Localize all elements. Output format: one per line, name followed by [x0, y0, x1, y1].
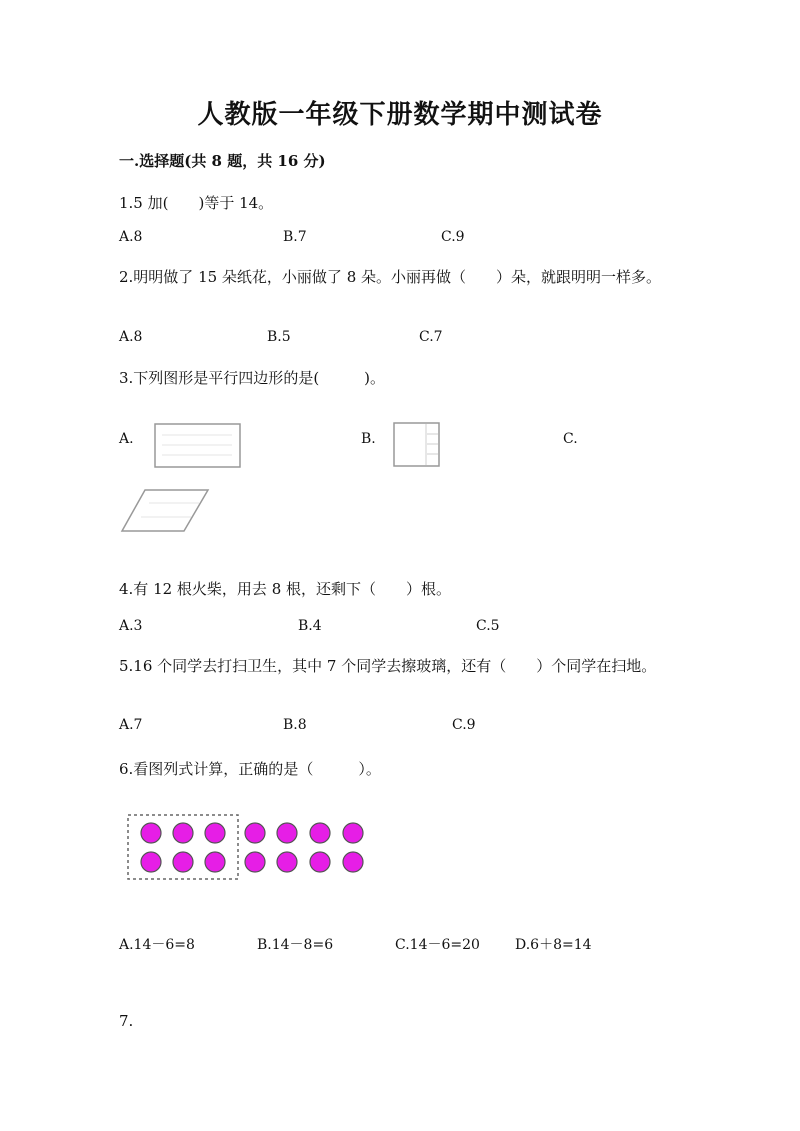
dots-figure: [126, 813, 376, 883]
question-2-text: 2.明明做了 15 朵纸花，小丽做了 8 朵。小丽再做（ ）朵，就跟明明一样多。: [119, 268, 662, 286]
question-5-option-b[interactable]: B.8: [283, 717, 307, 733]
rectangle-figure: [154, 423, 242, 469]
question-4-option-b[interactable]: B.4: [298, 618, 322, 634]
dot: [205, 823, 225, 843]
question-2-option-b[interactable]: B.5: [267, 329, 291, 345]
question-1-option-c[interactable]: C.9: [441, 229, 465, 245]
question-4-option-a[interactable]: A.3: [119, 618, 143, 634]
question-3-option-b[interactable]: B.: [361, 431, 376, 447]
dot: [310, 852, 330, 872]
dot: [205, 852, 225, 872]
question-5-option-c[interactable]: C.9: [452, 717, 476, 733]
question-3-option-c[interactable]: C.: [563, 431, 578, 447]
question-1-option-b[interactable]: B.7: [283, 229, 307, 245]
question-4-text: 4.有 12 根火柴，用去 8 根，还剩下（ ）根。: [119, 580, 452, 598]
page-title: 人教版一年级下册数学期中测试卷: [197, 100, 603, 130]
parallelogram-figure: [121, 489, 211, 533]
question-1-text: 1.5 加( )等于 14。: [119, 194, 274, 212]
question-6-option-c[interactable]: C.14－6=20: [395, 937, 480, 953]
question-6-option-d[interactable]: D.6＋8=14: [515, 937, 592, 953]
question-5-text: 5.16 个同学去打扫卫生，其中 7 个同学去擦玻璃，还有（ ）个同学在扫地。: [119, 657, 657, 675]
question-6-text: 6.看图列式计算，正确的是（ ）。: [119, 760, 381, 778]
question-7-text: 7.: [119, 1012, 134, 1030]
question-6-option-b[interactable]: B.14－8=6: [257, 937, 334, 953]
dot: [245, 823, 265, 843]
dot: [277, 823, 297, 843]
question-2-option-a[interactable]: A.8: [119, 329, 143, 345]
question-5-option-a[interactable]: A.7: [119, 717, 143, 733]
dot: [141, 823, 161, 843]
question-3-option-a[interactable]: A.: [119, 431, 134, 447]
dot: [343, 852, 363, 872]
question-1-option-a[interactable]: A.8: [119, 229, 143, 245]
question-3-text: 3.下列图形是平行四边形的是( )。: [119, 369, 386, 387]
dot: [343, 823, 363, 843]
dot: [173, 823, 193, 843]
dot: [141, 852, 161, 872]
section-heading: 一.选择题(共 8 题，共 16 分): [119, 152, 326, 170]
question-2-option-c[interactable]: C.7: [419, 329, 443, 345]
question-4-option-c[interactable]: C.5: [476, 618, 500, 634]
dot: [245, 852, 265, 872]
dot: [173, 852, 193, 872]
question-6-option-a[interactable]: A.14－6=8: [119, 937, 195, 953]
square-figure: [393, 422, 441, 468]
dot: [310, 823, 330, 843]
dot: [277, 852, 297, 872]
